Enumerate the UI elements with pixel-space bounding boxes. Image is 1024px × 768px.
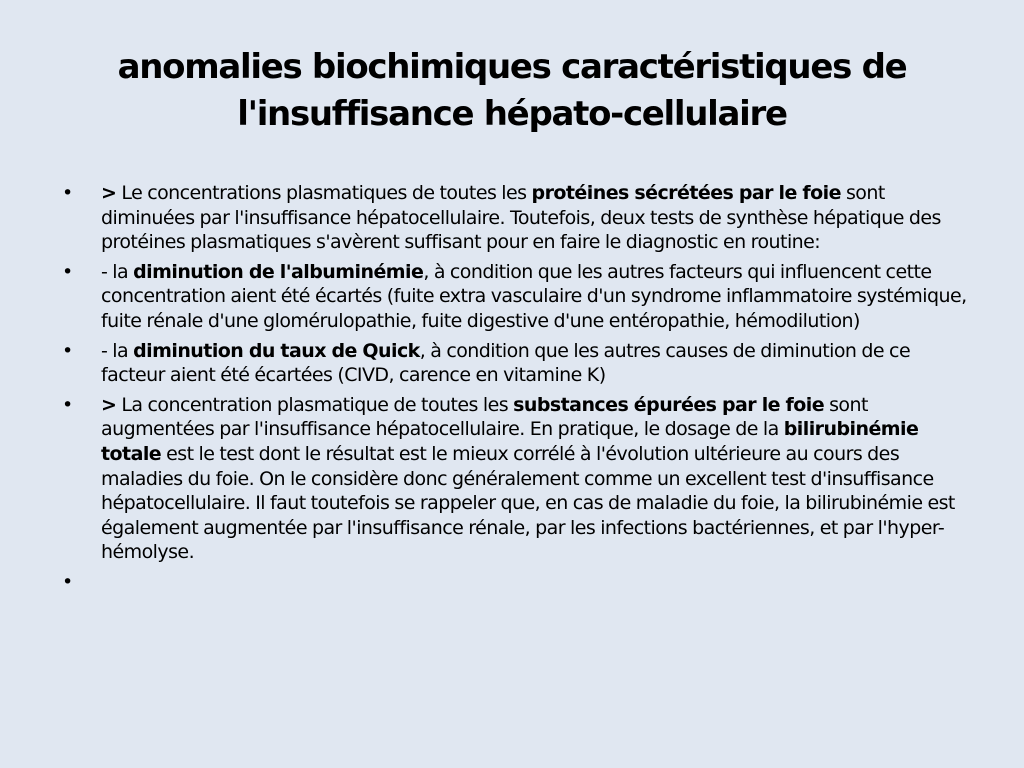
bullet-text: La concentration plasmatique de toutes les	[116, 393, 514, 416]
bullet-prefix: >	[101, 393, 117, 416]
bullet-text: , à condition que les autres facteurs qui influencent cette concentration aient été écartés (fuite extra vasculaire d'un syndrome inflammatoire systémique, fuite rénale d'une glomérulopathie, fuite digestive d'une entéropathie, hémodilution)	[101, 260, 967, 332]
bullet-item-albuminemie	[62, 260, 972, 334]
slide-title-line-1: anomalies biochimiques caractéristiques de	[117, 47, 907, 87]
bullet-list	[62, 181, 972, 600]
bullet-text: Le concentrations plasmatiques de toutes les	[116, 182, 532, 204]
bullet-dot: •	[62, 182, 73, 204]
bullet-item-quick	[62, 339, 972, 388]
bullet-bold-text: diminution du taux de Quick	[133, 339, 420, 362]
bullet-prefix: >	[101, 182, 117, 204]
bullet-text: - la	[101, 260, 134, 283]
bullet-item-substances-epurees	[62, 393, 972, 565]
bullet-item-empty	[62, 570, 972, 595]
bullet-dot: •	[62, 570, 73, 593]
bullet-text: sont augmentées par l'insuffisance hépatocellulaire. En pratique, le dosage de la	[101, 393, 868, 441]
bullet-dot: •	[62, 260, 73, 283]
bullet-text: est le test dont le résultat est le mieux corrélé à l'évolution ultérieure au cours des maladies du foie. On le considère donc généralement comme un excellent test d'insuffisance hépatocellulaire. Il faut toutefois se rappeler que, en cas de maladie du foie, la bilirubinémie est également augmentée par l'insuffisance rénale, par les infections bactériennes, et par l'hyper-hémolyse.	[101, 442, 955, 564]
slide-title	[60, 44, 964, 138]
bullet-bold-text: substances épurées par le foie	[513, 393, 825, 416]
bullet-bold-text: bilirubinémie totale	[101, 418, 919, 465]
bullet-bold-text: protéines sécrétées par le foie	[531, 182, 841, 204]
bullet-item-proteines	[62, 181, 972, 255]
bullet-dot: •	[62, 339, 73, 362]
slide-title-line-2: l'insuffisance hépato-cellulaire	[237, 94, 787, 134]
bullet-text: , à condition que les autres causes de diminution de ce facteur aient été écartées (CIVD, carence en vitamine K)	[101, 339, 911, 387]
bullet-bold-text: diminution de l'albuminémie	[133, 260, 424, 283]
bullet-text: sont diminuées par l'insuffisance hépatocellulaire. Toutefois, deux tests de synthèse hépatique des protéines plasmatiques s'avèrent suffisant pour en faire le diagnostic en routine:	[101, 182, 941, 254]
bullet-text: - la	[101, 339, 134, 362]
bullet-dot: •	[62, 393, 73, 416]
